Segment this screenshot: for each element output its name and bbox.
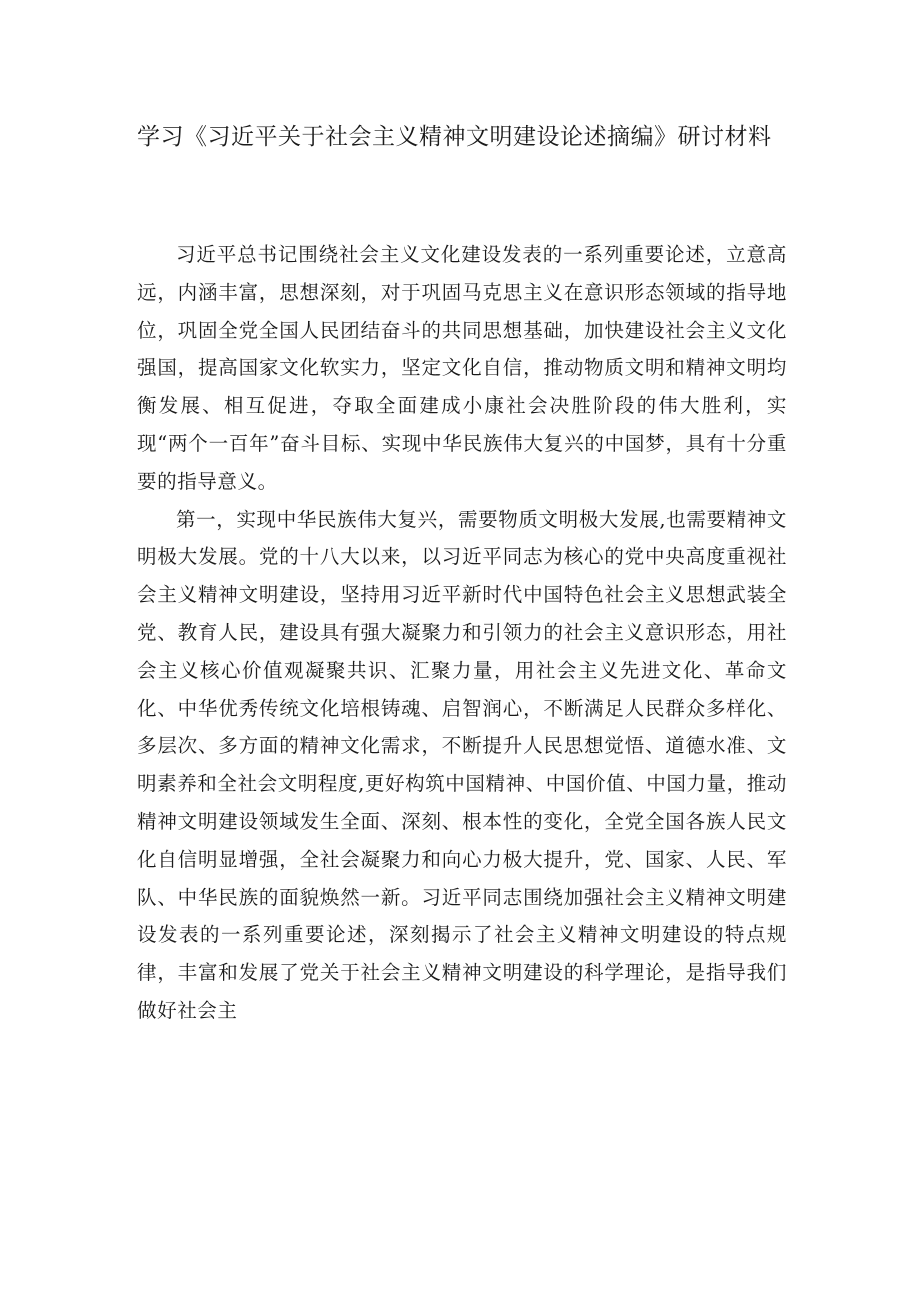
document-body xyxy=(137,236,787,1030)
paragraph-intro: 习近平总书记围绕社会主义文化建设发表的一系列重要论述，立意高远，内涵丰富，思想深刻，对于巩固马克思主义在意识形态领域的指导地位，巩固全党全国人民团结奋斗的共同思想基础，加快建设社会主义文化强国，提高国家文化软实力，坚定文化自信，推动物质文明和精神文明均衡发展、相互促进，夺取全面建成小康社会决胜阶段的伟大胜利，实现“两个一百年”奋斗目标、实现中华民族伟大复兴的中国梦，具有十分重要的指导意义。 xyxy=(137,243,787,493)
document-title: 学习《习近平关于社会主义精神文明建设论述摘编》研讨材料 xyxy=(137,124,772,150)
paragraph-first-point: 第一，实现中华民族伟大复兴，需要物质文明极大发展,也需要精神文明极大发展。党的十八大以来，以习近平同志为核心的党中央高度重视社会主义精神文明建设，坚持用习近平新时代中国特色社会主义思想武装全党、教育人民，建设具有强大凝聚力和引领力的社会主义意识形态，用社会主义核心价值观凝聚共识、汇聚力量，用社会主义先进文化、革命文化、中华优秀传统文化培根铸魂、启智润心，不断满足人民群众多样化、多层次、多方面的精神文化需求，不断提升人民思想觉悟、道德水准、文明素养和全社会文明程度,更好构筑中国精神、中国价值、中国力量，推动精神文明建设领域发生全面、深刻、根本性的变化，全党全国各族人民文化自信明显增强，全社会凝聚力和向心力极大提升，党、国家、人民、军队、中华民族的面貌焕然一新。习近平同志围绕加强社会主义精神文明建设发表的一系列重要论述，深刻揭示了社会主义精神文明建设的特点规律，丰富和发展了党关于社会主义精神文明建设的科学理论，是指导我们做好社会主 xyxy=(137,507,787,1022)
